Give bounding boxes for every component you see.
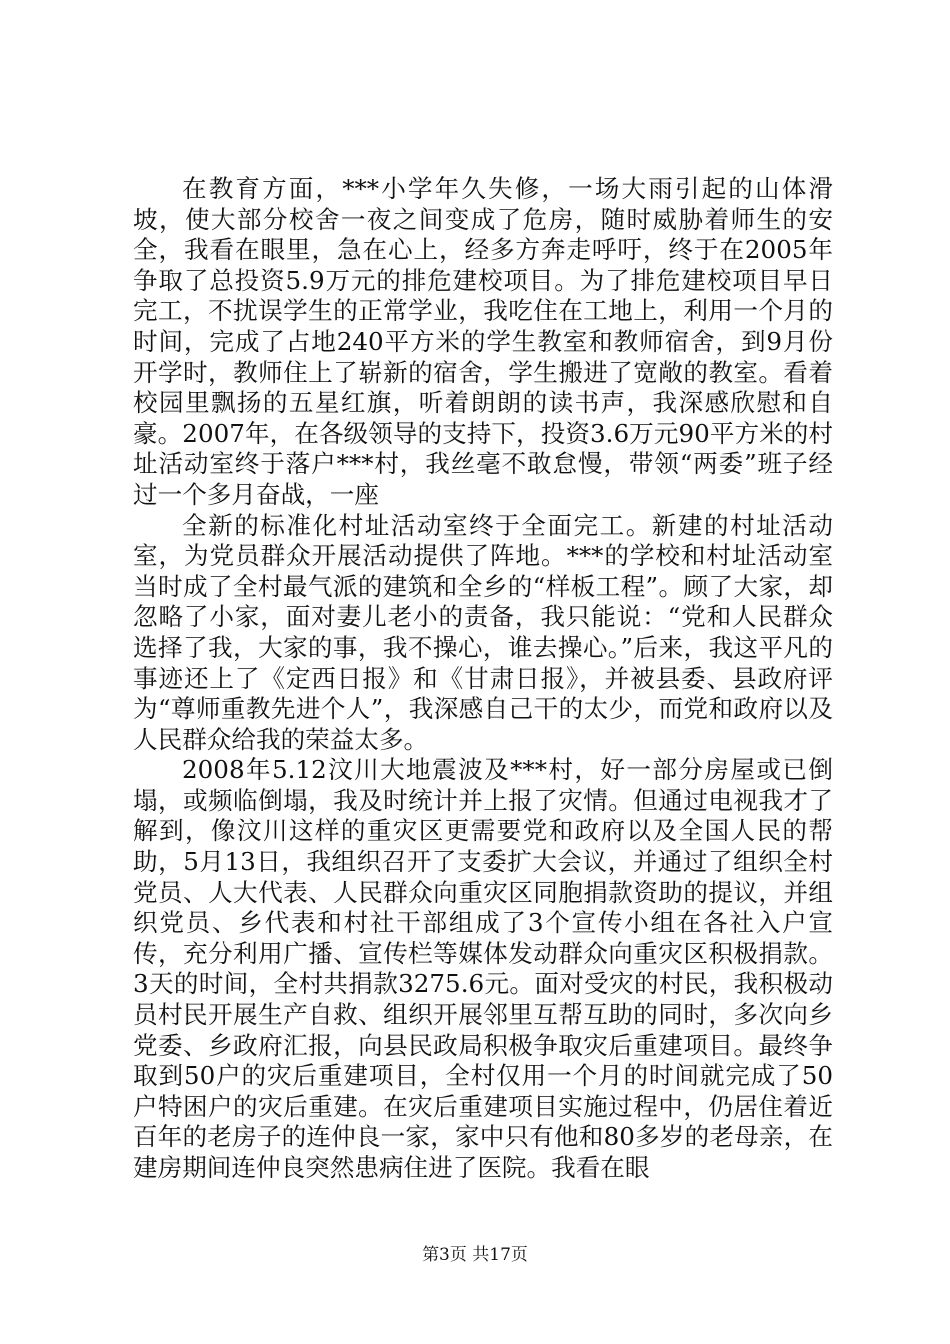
paragraph-earthquake: 2008年5.12汶川大地震波及***村，好一部分房屋或已倒塌，或频临倒塌，我及时统计并上报了灾情。但通过电视我才了解到，像汶川这样的重灾区更需要党和政府以及全国人民的帮助，5月13日，我组织召开了支委扩大会议，并通过了组织全村党员、人大代表、人民群众向重灾区同胞捐款资助的提议，并组织党员、乡代表和村社干部组成了3个宣传小组在各社入户宣传，充分利用广播、宣传栏等媒体发动群众向重灾区积极捐款。3天的时间，全村共捐款3275.6元。面对受灾的村民，我积极动员村民开展生产自救、组织开展邻里互帮互助的同时，多次向乡党委、乡政府汇报，向县民政局积极争取灾后重建项目。最终争取到50户的灾后重建项目，全村仅用一个月的时间就完成了50户特困户的灾后重建。在灾后重建项目实施过程中，仍居住着近百年的老房子的连仲良一家，家中只有他和80多岁的老母亲，在建房期间连仲良突然患病住进了医院。我看在眼 bbox=[133, 755, 833, 1182]
page-footer: 第3页 共17页 bbox=[422, 1245, 528, 1265]
paragraph-education: 在教育方面，***小学年久失修，一场大雨引起的山体滑坡，使大部分校舍一夜之间变成了危房，随时威胁着师生的安全，我看在眼里，急在心上，经多方奔走呼吁，终于在2005年争取了总投资5.9万元的排危建校项目。为了排危建校项目早日完工，不扰误学生的正常学业，我吃住在工地上，利用一个月的时间，完成了占地240平方米的学生教室和教师宿舍，到9月份开学时，教师住上了崭新的宿舍，学生搬进了宽敞的教室。看着校园里飘扬的五星红旗，听着朗朗的读书声，我深感欣慰和自豪。2007年，在各级领导的支持下，投资3.6万元90平方米的村址活动室终于落户***村，我丝毫不敢怠慢，带领“两委”班子经过一个多月奋战，一座 bbox=[133, 174, 833, 509]
paragraph-activity-room: 全新的标准化村址活动室终于全面完工。新建的村址活动室，为党员群众开展活动提供了阵地。***的学校和村址活动室当时成了全村最气派的建筑和全乡的“样板工程”。顾了大家，却忽略了小家，面对妻儿老小的责备，我只能说：“党和人民群众选择了我，大家的事，我不操心，谁去操心。”后来，我这平凡的事迹还上了《定西日报》和《甘肃日报》，并被县委、县政府评为“尊师重教先进个人”，我深感自己干的太少，而党和政府以及人民群众给我的荣益太多。 bbox=[133, 510, 833, 754]
body-text bbox=[133, 174, 833, 1184]
